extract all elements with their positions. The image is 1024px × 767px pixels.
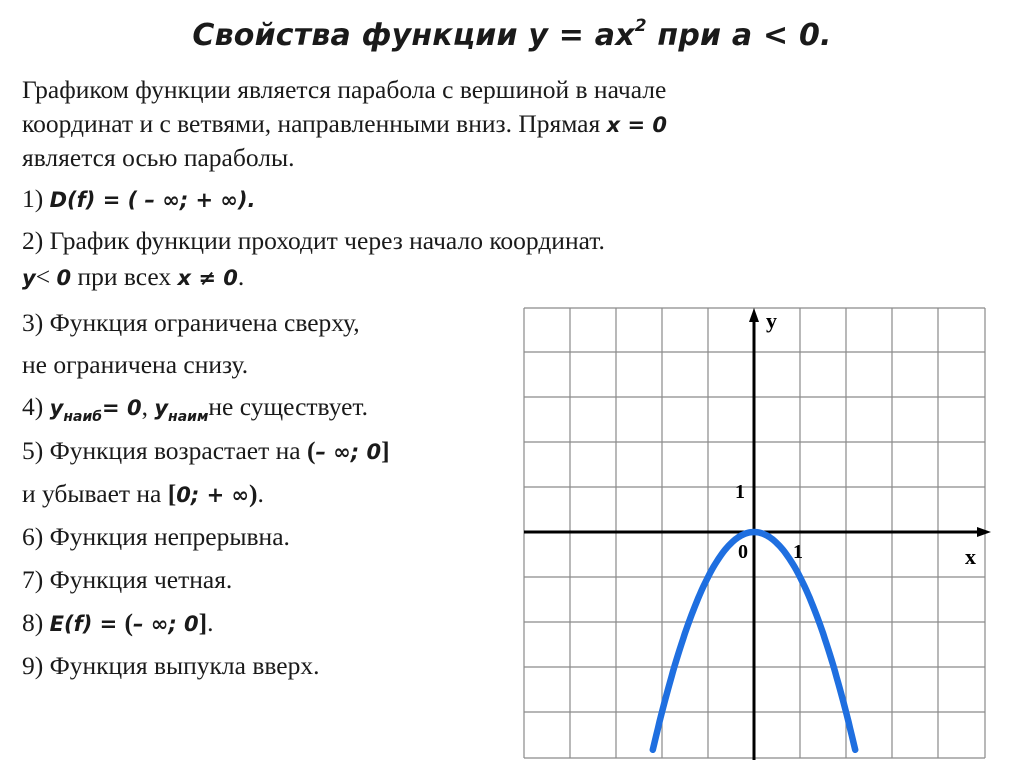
y-max-var: y [49, 396, 64, 420]
intro-text: координат и с ветвями, направленными вниз. Прямая [22, 109, 607, 138]
property-8-number: 8) [22, 608, 50, 637]
y-unit-label: 1 [735, 481, 745, 503]
period: . [257, 479, 264, 508]
interval-open: ( [306, 436, 316, 465]
zero-value: 0 [56, 266, 72, 290]
interval-close: ) [248, 479, 258, 508]
less-than: < [35, 262, 57, 291]
y-max-subscript: наиб [63, 409, 103, 425]
x-unit-label: 1 [793, 541, 803, 563]
y-min-var: y [154, 396, 169, 420]
property-1-number: 1) [22, 184, 50, 213]
property-1 [22, 184, 256, 215]
x-not-zero: x ≠ 0 [177, 266, 238, 290]
period: . [237, 262, 245, 291]
intro-line-1: Графиком функции является парабола с вершиной в начале [22, 75, 667, 104]
property-5-line-2 [22, 479, 264, 510]
y-axis-arrow [749, 308, 759, 322]
y-axis-label: y [766, 308, 777, 333]
property-5-line-1 [22, 436, 390, 467]
x-axis-label: x [965, 544, 976, 569]
x-axis-arrow [977, 527, 991, 537]
range-interval: – ∞; 0 [133, 612, 199, 636]
for-all-text: при всех [71, 262, 178, 291]
property-4-number: 4) [22, 392, 50, 421]
intro-line-2 [22, 109, 667, 140]
property-4 [22, 392, 368, 432]
y-max-value: = 0 [102, 396, 142, 420]
intro-line-3: является осью параболы. [22, 143, 295, 172]
interval-close: ] [381, 436, 390, 465]
title-main: Свойства функции у = ах [192, 18, 635, 53]
interval-open: ( [124, 608, 134, 637]
domain-expression: D(f) = ( – ∞; + ∞). [49, 188, 256, 212]
increasing-interval: – ∞; 0 [315, 440, 382, 464]
property-9: 9) Функция выпукла вверх. [22, 651, 320, 680]
property-2-line-2 [22, 262, 244, 293]
title-exponent: 2 [634, 16, 647, 36]
property-3-line-2: не ограничена снизу. [22, 350, 249, 379]
property-8 [22, 608, 214, 639]
decreasing-text: и убывает на [22, 479, 168, 508]
range-lhs: E(f) = [49, 612, 125, 636]
property-3-line-1: 3) Функция ограничена сверху, [22, 308, 360, 337]
comma: , [141, 392, 155, 421]
interval-open: [ [167, 479, 177, 508]
decreasing-interval: 0; + ∞ [176, 483, 249, 507]
increasing-text: 5) Функция возрастает на [22, 436, 307, 465]
title-tail: при а < 0. [646, 18, 832, 53]
y-var: y [22, 266, 36, 290]
axis-equation: x = 0 [606, 113, 667, 137]
property-2-line-1: 2) График функции проходит через начало координат. [22, 226, 605, 255]
slide-title [0, 18, 1024, 53]
interval-close: ] [198, 608, 208, 637]
parabola-graph [521, 306, 991, 764]
period: . [207, 608, 214, 637]
property-6: 6) Функция непрерывна. [22, 522, 290, 551]
y-min-text: не существует. [208, 392, 369, 421]
property-7: 7) Функция четная. [22, 565, 233, 594]
y-min-subscript: наим [168, 409, 209, 425]
origin-label: 0 [738, 541, 748, 563]
